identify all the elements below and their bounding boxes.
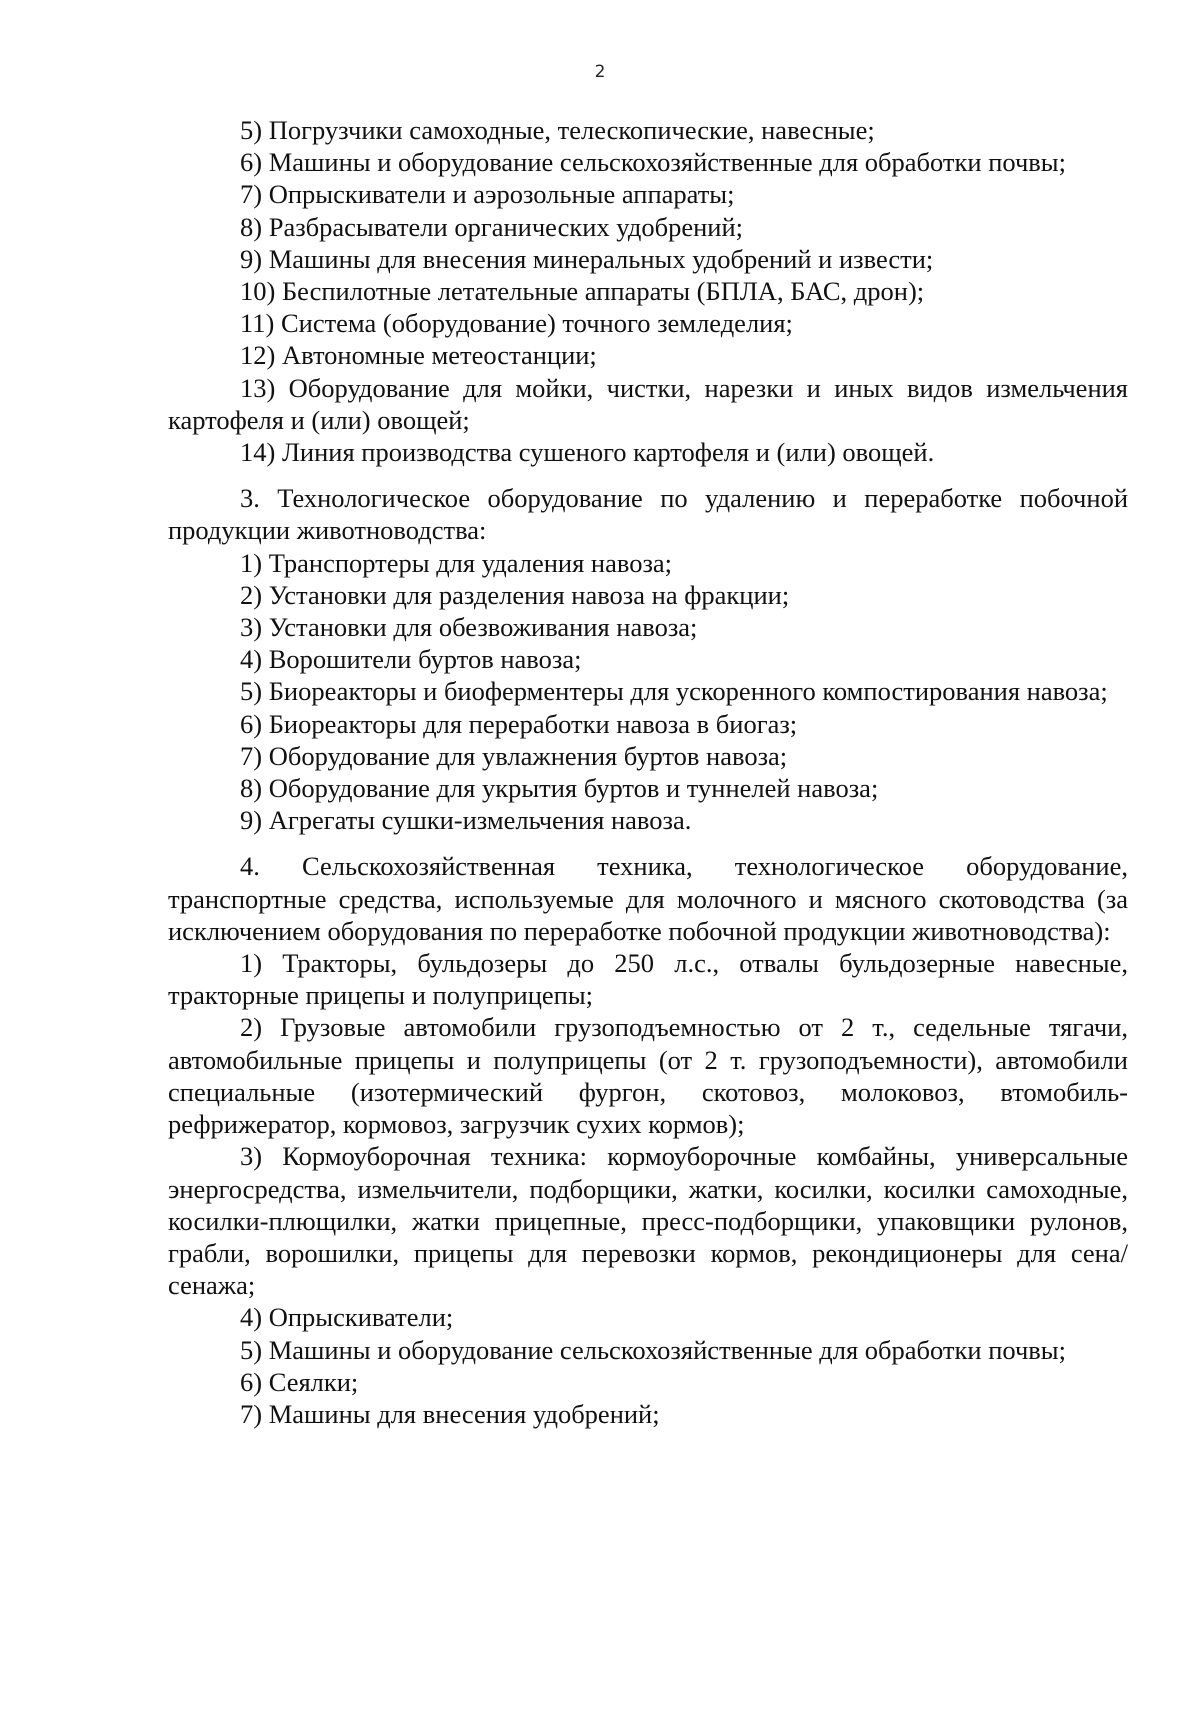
list-item: 13) Оборудование для мойки, чистки, нарезки и иных видов измельчения картофеля и (или) овощей; bbox=[168, 372, 1128, 435]
list-item: 7) Опрыскиватели и аэрозольные аппараты; bbox=[240, 179, 735, 210]
list-item: 3) Кормоуборочная техника: кормоуборочные комбайны, универсальные энергосредства, измельчители, подборщики, жатки, косилки, косилки самоходные, косилки-плющилки, жатки прицепные, пресс-подборщики, упаковщики рулонов, грабли, ворошилки, прицепы для перевозки кормов, рекондиционеры для сена/сенажа; bbox=[168, 1141, 1128, 1301]
list-item: 6) Машины и оборудование сельскохозяйственные для обработки почвы; bbox=[240, 147, 1066, 178]
list-item: 3) Установки для обезвоживания навоза; bbox=[240, 612, 698, 643]
list-item: 11) Система (оборудование) точного земледелия; bbox=[240, 308, 793, 339]
list-item: 5) Погрузчики самоходные, телескопические, навесные; bbox=[240, 115, 875, 145]
list-item: 1) Тракторы, бульдозеры до 250 л.с., отвалы бульдозерные навесные, тракторные прицепы и полуприцепы; bbox=[168, 948, 1128, 1011]
list-item: 4) Опрыскиватели; bbox=[240, 1302, 454, 1333]
list-item: 6) Сеялки; bbox=[240, 1366, 359, 1397]
list-item: 7) Оборудование для увлажнения буртов навоза; bbox=[240, 740, 788, 771]
list-item: 1) Транспортеры для удаления навоза; bbox=[240, 547, 673, 578]
list-item: 6) Биореакторы для переработки навоза в биогаз; bbox=[240, 708, 798, 739]
section-heading: 4. Сельскохозяйственная техника, технологическое оборудование, транспортные средства, используемые для молочного и мясного скотоводства (за исключением оборудования по переработке побочной продукции животноводства): bbox=[168, 851, 1128, 946]
list-item: 9) Агрегаты сушки-измельчения навоза. bbox=[240, 805, 692, 836]
list-item: 8) Разбрасыватели органических удобрений; bbox=[240, 211, 743, 242]
list-item: 2) Грузовые автомобили грузоподъемностью от 2 т., седельные тягачи, автомобильные прицепы и полуприцепы (от 2 т. грузоподъемности), автомобили специальные (изотермический фургон, скотовоз, молоковоз, втомобиль-рефрижератор, кормовоз, загрузчик сухих кормов); bbox=[168, 1012, 1128, 1140]
list-item: 7) Машины для внесения удобрений; bbox=[240, 1398, 660, 1429]
list-item: 5) Машины и оборудование сельскохозяйственные для обработки почвы; bbox=[240, 1334, 1066, 1365]
document-body bbox=[168, 114, 1128, 1430]
list-item: 9) Машины для внесения минеральных удобрений и извести; bbox=[240, 243, 934, 274]
section-heading: 3. Технологическое оборудование по удалению и переработке побочной продукции животноводства: bbox=[168, 483, 1128, 546]
page-number: 2 bbox=[594, 62, 606, 82]
list-item: 10) Беспилотные летательные аппараты (БПЛА, БАС, дрон); bbox=[240, 276, 925, 307]
list-item: 2) Установки для разделения навоза на фракции; bbox=[240, 579, 790, 610]
list-item: 5) Биореакторы и биоферментеры для ускоренного компостирования навоза; bbox=[240, 676, 1108, 707]
list-item: 8) Оборудование для укрытия буртов и туннелей навоза; bbox=[240, 773, 879, 804]
list-item: 14) Линия производства сушеного картофеля и (или) овощей. bbox=[240, 437, 935, 468]
list-item: 12) Автономные метеостанции; bbox=[240, 340, 597, 371]
list-item: 4) Ворошители буртов навоза; bbox=[240, 644, 582, 675]
